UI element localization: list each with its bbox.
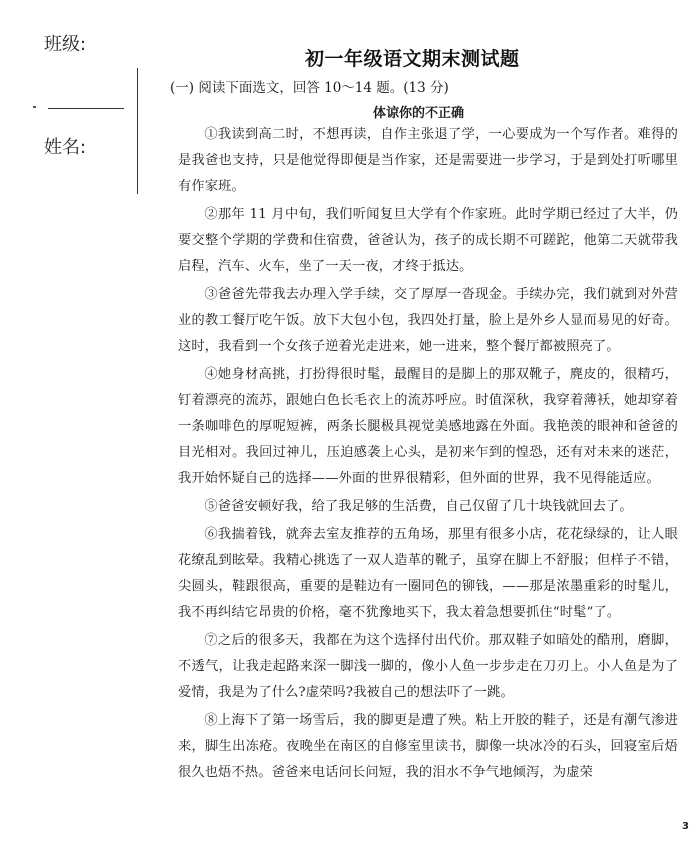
- margin-mark: [33, 106, 36, 108]
- paragraph-1: ①我读到高二时，不想再读，自作主张退了学，一心要成为一个写作者。难得的是我爸也支持，只是他觉得即便是当作家，还是需要进一步学习，于是到处打听哪里有作家班。: [178, 127, 678, 194]
- passage-title: 体谅你的不正确: [373, 106, 465, 121]
- binding-line: [137, 68, 138, 194]
- document-title: 初一年级语文期末测试题: [305, 48, 520, 70]
- class-label: 班级:: [44, 34, 87, 55]
- paragraph-4: ④她身材高挑，打扮得很时髦，最醒目的是脚上的那双靴子，麂皮的，很精巧，钉着漂亮的流苏，跟她白色长毛衣上的流苏呼应。时值深秋，我穿着薄袄，她却穿着一条咖啡色的厚呢短裤，两条长腿极具视觉美感地露在外面。我艳羡的眼神和爸爸的目光相对。我回过神儿，压迫感袭上心头，是初来乍到的惶恐，还有对未来的迷茫，我开始怀疑自己的选择——外面的世界很精彩，但外面的世界，我不见得能适应。: [178, 367, 678, 486]
- passage-body: [178, 122, 678, 788]
- name-label: 姓名:: [44, 137, 87, 158]
- paragraph-3: ③爸爸先带我去办理入学手续，交了厚厚一沓现金。手续办完，我们就到对外营业的教工餐厅吃午饭。放下大包小包，我四处打量，脸上是外乡人显而易见的好奇。这时，我看到一个女孩子逆着光走进来，她一进来，整个餐厅都被照亮了。: [178, 287, 678, 354]
- paragraph-6: ⑥我揣着钱，就奔去室友推荐的五角场，那里有很多小店，花花绿绿的，让人眼花缭乱到眩晕。我精心挑选了一双人造革的靴子，虽穿在脚上不舒服；但样子不错，尖圆头，鞋跟很高，重要的是鞋边有一圈同色的铆钱，——那是浓墨重彩的时髦儿，我不再纠结它昂贵的价格，毫不犹豫地买下，我太着急想要抓住“时髦”了。: [178, 527, 678, 620]
- name-blank-line: [48, 108, 124, 109]
- paragraph-5: ⑤爸爸安顿好我，给了我足够的生活费，自己仅留了几十块钱就回去了。: [204, 499, 633, 514]
- question-instruction: (一) 阅读下面选文，回答 10～14 题。(13 分): [170, 80, 449, 96]
- paragraph-8: ⑧上海下了第一场雪后，我的脚更是遭了殃。粘上开胶的鞋子，还是有潮气渗进来，脚生出冻疮。夜晚坐在南区的自修室里读书，脚像一块冰冷的石头，回寝室后焐很久也焐不热。爸爸来电话问长问短，我的泪水不争气地倾泻，为虚荣: [178, 713, 678, 780]
- paragraph-7: ⑦之后的很多天，我都在为这个选择付出代价。那双鞋子如暗处的酷刑，磨脚，不透气，让我走起路来深一脚浅一脚的，像小人鱼一步步走在刀刃上。小人鱼是为了爱情，我是为了什么?虚荣吗?我被自己的想法吓了一跳。: [178, 633, 678, 700]
- page-number: 3: [682, 821, 689, 832]
- paragraph-2: ②那年 11 月中旬，我们听闻复旦大学有个作家班。此时学期已经过了大半，仍要交整个学期的学费和住宿费，爸爸认为，孩子的成长期不可蹉跎，他第二天就带我启程，汽车、火车，坐了一天一夜，才终于抵达。: [178, 207, 678, 274]
- binding-margin: [0, 0, 140, 852]
